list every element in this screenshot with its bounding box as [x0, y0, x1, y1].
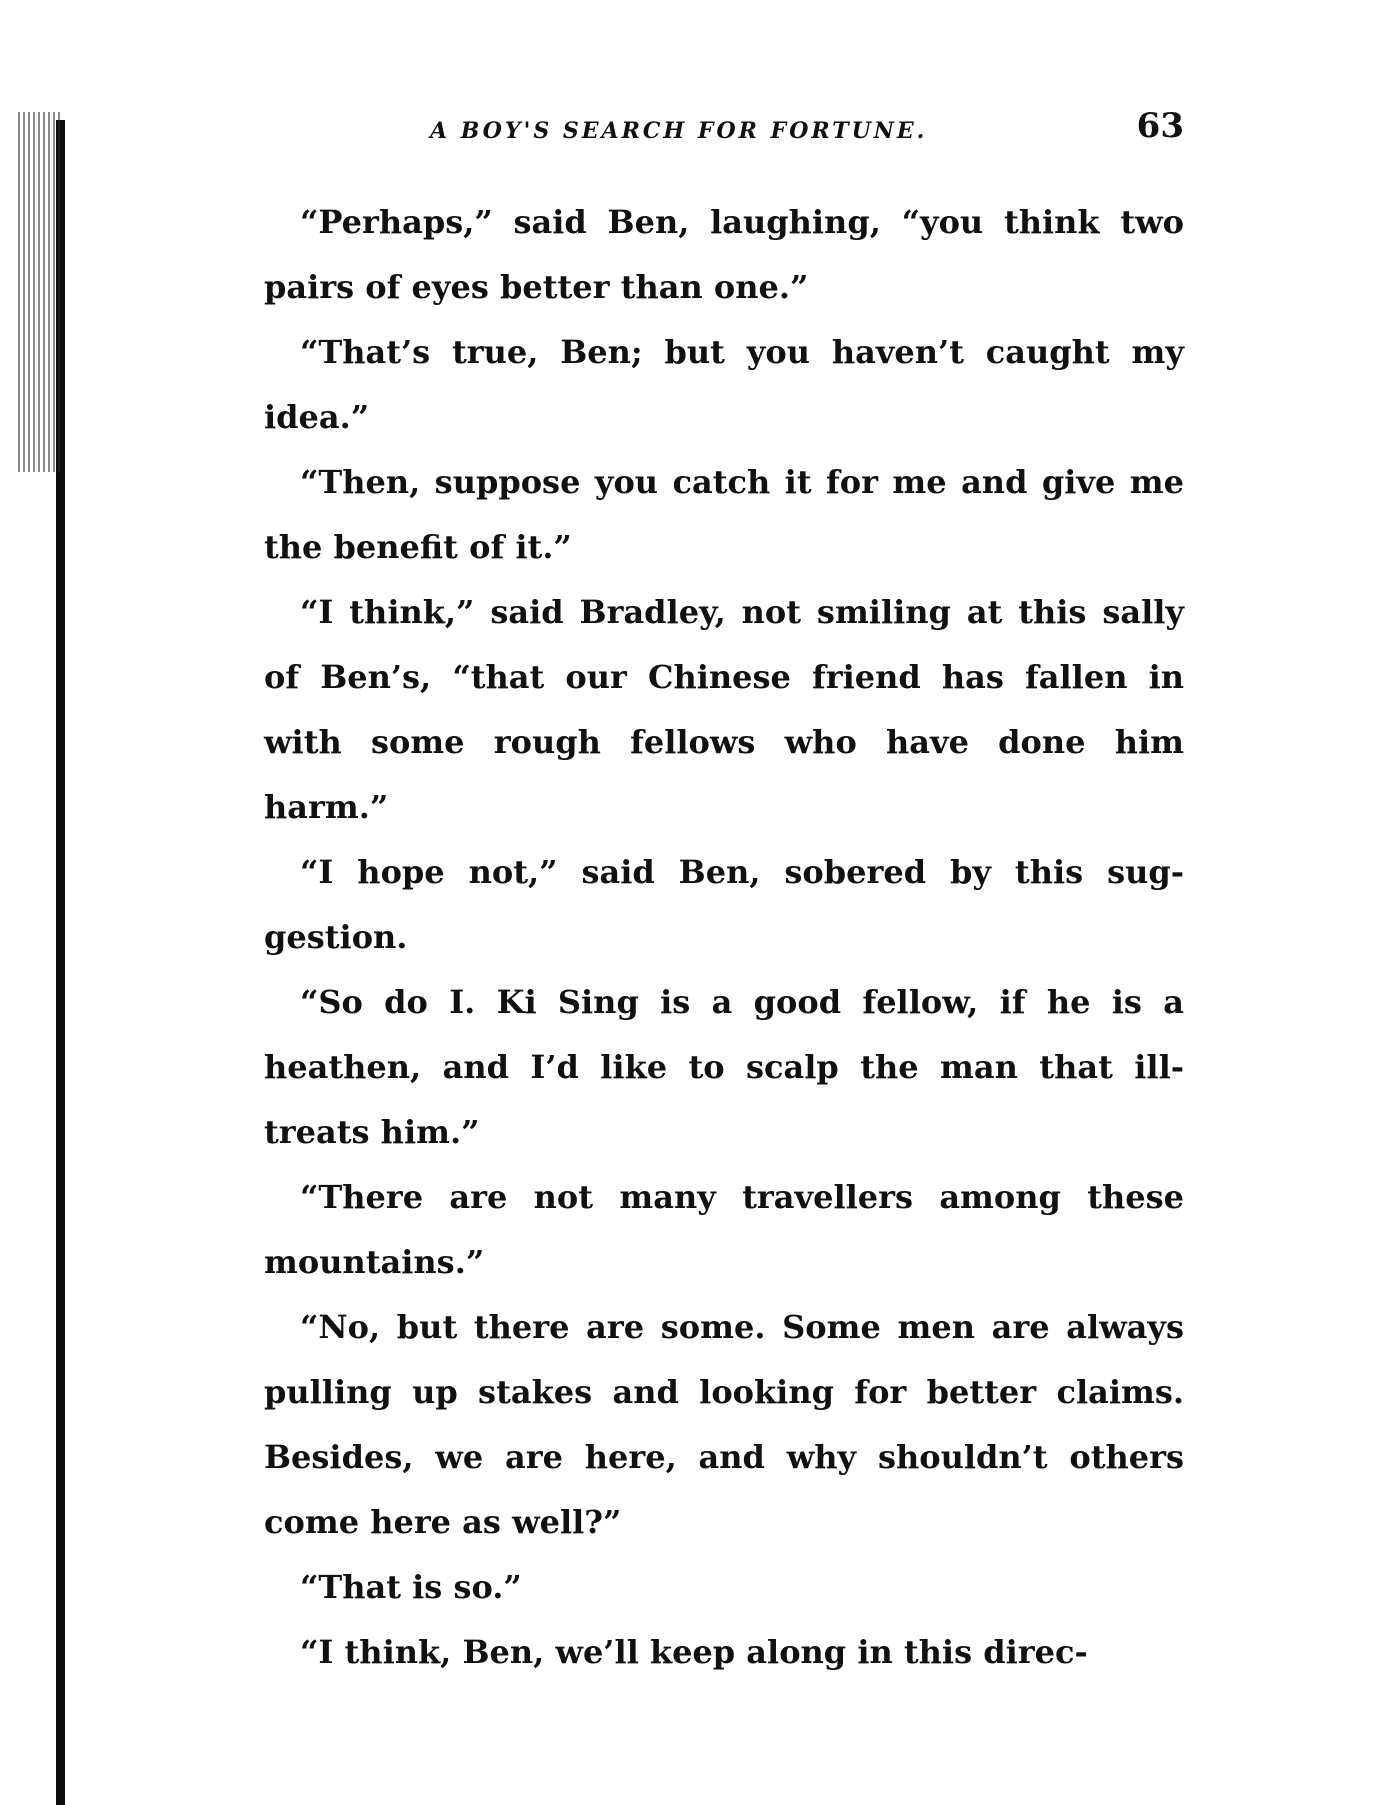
paragraph: [264, 840, 1184, 970]
text-line: “I hope not,” said Ben, sobered by this sug-: [300, 853, 1184, 891]
text-line: the benefit of it.”: [264, 528, 572, 566]
text-line: “Perhaps,” said Ben, laughing, “you think two: [300, 203, 1184, 241]
paragraph: [264, 320, 1184, 450]
paragraph: [264, 580, 1184, 840]
paragraph: [264, 1295, 1184, 1555]
text-line: Besides, we are here, and why shouldn’t others: [264, 1438, 1184, 1476]
text-line: with some rough fellows who have done him: [264, 723, 1184, 761]
text-line: gestion.: [264, 918, 408, 956]
paragraph: [264, 450, 1184, 580]
text-line: “That is so.”: [300, 1568, 522, 1606]
text-line: pairs of eyes better than one.”: [264, 268, 809, 306]
text-line: treats him.”: [264, 1113, 480, 1151]
text-line: idea.”: [264, 398, 370, 436]
spine-texture: [18, 112, 60, 472]
text-line: “There are not many travellers among these: [300, 1178, 1184, 1216]
paragraph: [264, 970, 1184, 1165]
paragraph: [264, 1620, 1184, 1685]
text-line: harm.”: [264, 788, 389, 826]
text-line: “Then, suppose you catch it for me and give me: [300, 463, 1184, 501]
text-line: come here as well?”: [264, 1503, 622, 1541]
text-line: “I think,” said Bradley, not smiling at this sally: [300, 593, 1184, 631]
text-line: “So do I. Ki Sing is a good fellow, if he is a: [300, 983, 1184, 1021]
page-header: [264, 104, 1184, 164]
text-line: heathen, and I’d like to scalp the man that ill-: [264, 1048, 1184, 1086]
text-line: “No, but there are some. Some men are always: [300, 1308, 1184, 1346]
text-line: pulling up stakes and looking for better claims.: [264, 1373, 1184, 1411]
page-number: 63: [1136, 106, 1184, 146]
text-line: “That’s true, Ben; but you haven’t caught my: [300, 333, 1184, 371]
paragraph: [264, 1555, 1184, 1620]
body-text: [264, 190, 1184, 1685]
text-line: mountains.”: [264, 1243, 485, 1281]
running-title: A BOY'S SEARCH FOR FORTUNE.: [430, 118, 928, 144]
paragraph: [264, 190, 1184, 320]
text-line: of Ben’s, “that our Chinese friend has fallen in: [264, 658, 1184, 696]
text-line: “I think, Ben, we’ll keep along in this direc-: [300, 1633, 1088, 1671]
paragraph: [264, 1165, 1184, 1295]
